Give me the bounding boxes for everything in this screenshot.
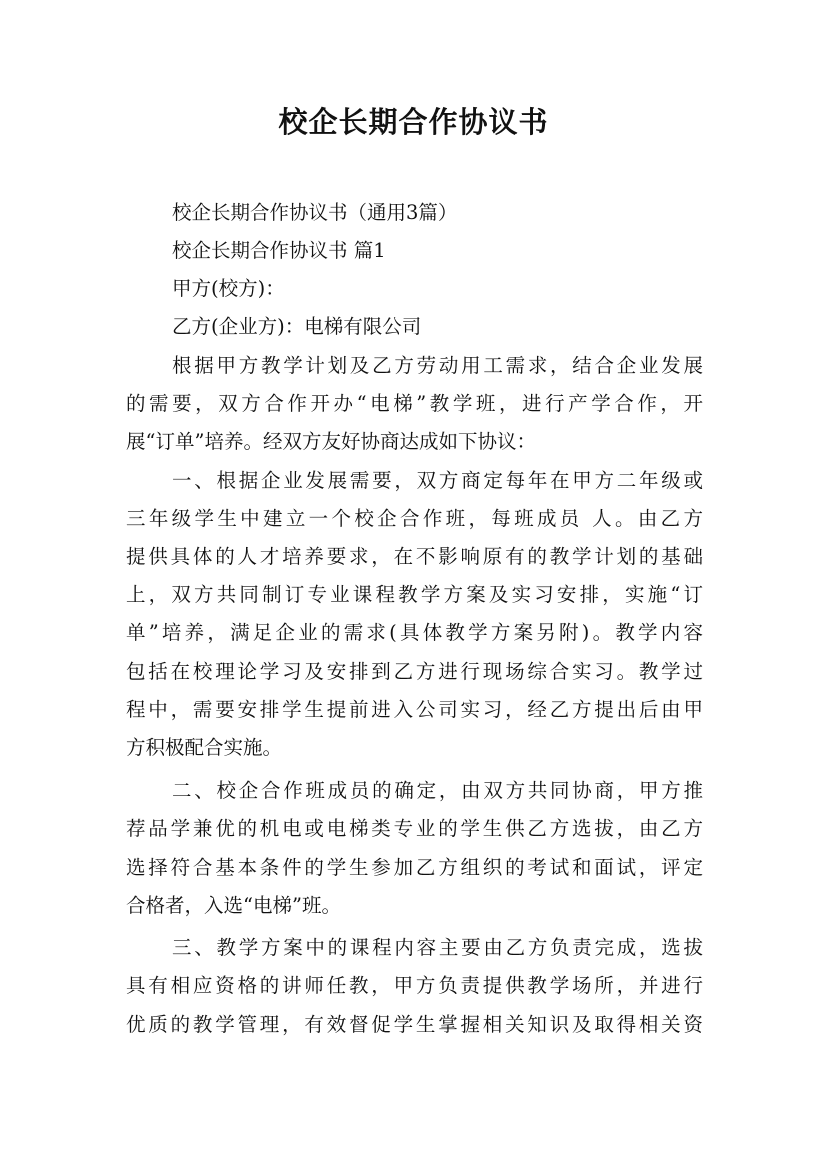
paragraph-line: 合格者，入选“电梯”班。 [126, 894, 341, 917]
paragraph-line: 的需要，双方合作开办“电梯”教学班，进行产学合作，开 [126, 392, 703, 415]
paragraph-line: 三年级学生中建立一个校企合作班，每班成员 人。由乙方 [126, 507, 703, 530]
paragraph-line: 方积极配合实施。 [126, 736, 283, 759]
paragraph-line: 提供具体的人才培养要求，在不影响原有的教学计划的基础 [126, 545, 703, 568]
paragraph-line: 单”培养，满足企业的需求(具体教学方案另附)。教学内容 [126, 621, 703, 644]
paragraph-line: 展“订单”培养。经双方友好协商达成如下协议： [126, 430, 536, 453]
paragraph-line: 一、根据企业发展需要，双方商定每年在甲方二年级或 [172, 469, 703, 492]
document-title: 校企长期合作协议书 [278, 105, 549, 139]
subtitle-line: 校企长期合作协议书（通用3篇） [172, 201, 458, 224]
paragraph-line: 根据甲方教学计划及乙方劳动用工需求，结合企业发展 [172, 354, 703, 377]
party-a-line: 甲方(校方)： [172, 277, 285, 300]
paragraph-line: 程中，需要安排学生提前进入公司实习，经乙方提出后由甲 [126, 698, 703, 721]
paragraph-line: 荐品学兼优的机电或电梯类专业的学生供乙方选拔，由乙方 [126, 817, 703, 840]
paragraph-line: 二、校企合作班成员的确定，由双方共同协商，甲方推 [172, 779, 703, 802]
paragraph-line: 包括在校理论学习及安排到乙方进行现场综合实习。教学过 [126, 660, 703, 683]
paragraph-line: 上，双方共同制订专业课程教学方案及实习安排，实施“订 [126, 583, 703, 606]
paragraph-line: 选择符合基本条件的学生参加乙方组织的考试和面试，评定 [126, 856, 703, 879]
paragraph-line: 具有相应资格的讲师任教，甲方负责提供教学场所，并进行 [126, 974, 703, 997]
paragraph-line: 三、教学方案中的课程内容主要由乙方负责完成，选拔 [172, 936, 703, 959]
party-b-line: 乙方(企业方)：电梯有限公司 [172, 315, 422, 338]
paragraph-line: 优质的教学管理，有效督促学生掌握相关知识及取得相关资 [126, 1013, 703, 1036]
section-heading: 校企长期合作协议书 篇1 [172, 239, 386, 262]
